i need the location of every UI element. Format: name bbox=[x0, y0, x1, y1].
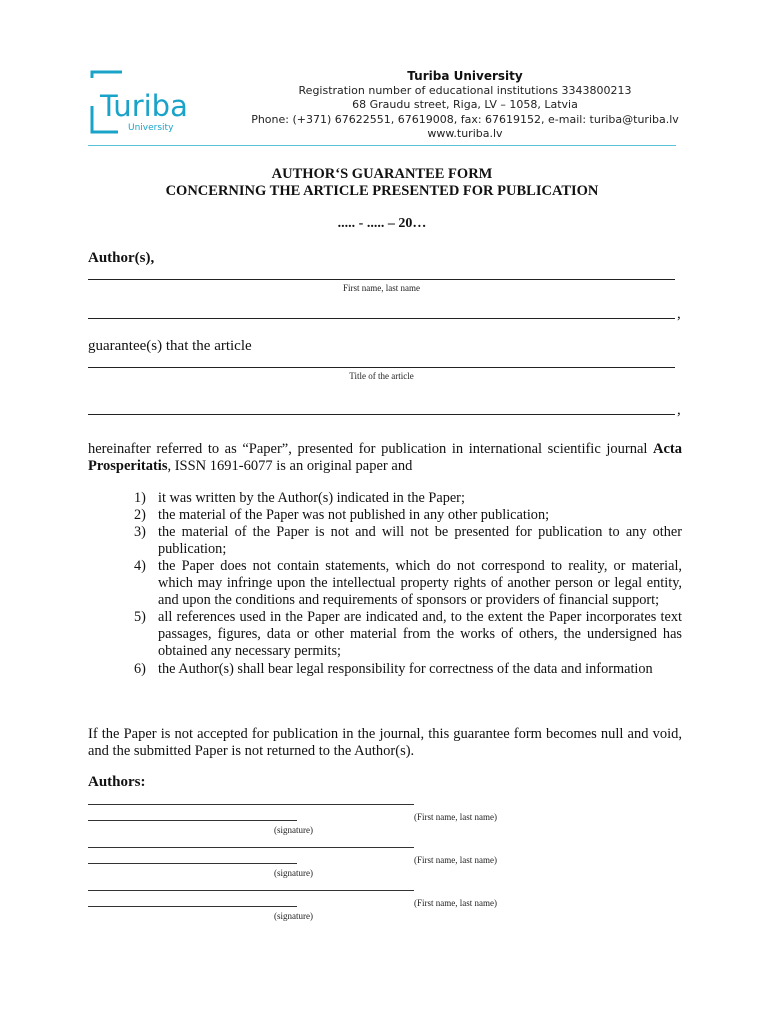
condition-number: 1) bbox=[134, 490, 146, 506]
null-clause-paragraph: If the Paper is not accepted for publication in the journal, this guarantee form becomes null and void, and the submitted Paper is not returned to the Author(s). bbox=[88, 726, 682, 759]
form-title: AUTHOR‘S GUARANTEE FORM bbox=[271, 166, 493, 182]
article-title-caption: Title of the article bbox=[349, 371, 414, 381]
condition-number: 2) bbox=[134, 507, 146, 523]
signature-caption: (signature) bbox=[274, 868, 313, 878]
turiba-logo bbox=[88, 70, 216, 134]
author-name-field[interactable] bbox=[88, 804, 414, 805]
statement-text-after: , ISSN 1691-6077 is an original paper and bbox=[167, 458, 413, 474]
author-line-comma: , bbox=[677, 306, 681, 322]
form-subtitle: CONCERNING THE ARTICLE PRESENTED FOR PUBLICATION bbox=[165, 183, 599, 199]
signature-field[interactable] bbox=[88, 863, 297, 864]
article-title-line[interactable] bbox=[88, 367, 675, 368]
org-contacts: Phone: (+371) 67622551, 67619008, fax: 67619152, e-mail: turiba@turiba.lv bbox=[251, 112, 679, 126]
signature-field[interactable] bbox=[88, 820, 297, 821]
list-item bbox=[88, 660, 682, 679]
journal-name: Acta Prosperitatis bbox=[88, 441, 682, 474]
list-item bbox=[88, 524, 682, 558]
author-name-line-2[interactable] bbox=[88, 318, 675, 319]
author-name-field[interactable] bbox=[88, 847, 414, 848]
list-item bbox=[88, 490, 682, 507]
author-name-field[interactable] bbox=[88, 890, 414, 891]
statement-paragraph bbox=[88, 441, 682, 475]
org-address: 68 Graudu street, Riga, LV – 1058, Latvia bbox=[352, 98, 578, 111]
list-item bbox=[88, 558, 682, 609]
authors-heading: Author(s), bbox=[88, 250, 155, 266]
logo-wordmark: Turiba bbox=[100, 89, 188, 123]
condition-number: 4) bbox=[134, 558, 146, 574]
org-registration: Registration number of educational institutions 3343800213 bbox=[298, 83, 632, 97]
logo-subtext: University bbox=[128, 123, 174, 133]
condition-text: it was written by the Author(s) indicated in the Paper; bbox=[158, 490, 465, 506]
organization-details bbox=[250, 69, 680, 142]
signature-field[interactable] bbox=[88, 906, 297, 907]
article-line-comma: , bbox=[677, 402, 681, 418]
org-website[interactable]: www.turiba.lv bbox=[427, 127, 503, 140]
author-name-line[interactable] bbox=[88, 279, 675, 280]
condition-text: the Author(s) shall bear legal responsibility for correctness of the data and information bbox=[158, 661, 653, 677]
signature-caption: (signature) bbox=[274, 911, 313, 921]
condition-text: the material of the Paper was not published in any other publication; bbox=[158, 507, 550, 523]
org-name: Turiba University bbox=[407, 69, 523, 83]
article-title-line-2[interactable] bbox=[88, 414, 675, 415]
condition-text: all references used in the Paper are indicated and, to the extent the Paper incorporates text passages, figures, data or other material from the works of others, the undersigned has obtained any necessary permits; bbox=[158, 609, 682, 659]
signature-caption: (signature) bbox=[274, 825, 313, 835]
condition-number: 6) bbox=[134, 661, 146, 677]
guarantee-intro: guarantee(s) that the article bbox=[88, 338, 252, 354]
signature-name-caption: (First name, last name) bbox=[414, 812, 497, 822]
signatures-heading: Authors: bbox=[88, 774, 146, 790]
author-name-caption: First name, last name bbox=[343, 283, 420, 293]
signature-name-caption: (First name, last name) bbox=[414, 898, 497, 908]
conditions-list bbox=[88, 490, 682, 679]
signature-name-caption: (First name, last name) bbox=[414, 855, 497, 865]
condition-text: the material of the Paper is not and will not be presented for publication to any other publication; bbox=[158, 524, 682, 557]
list-item bbox=[88, 507, 682, 524]
date-placeholder: ..... - ..... – 20… bbox=[337, 216, 427, 231]
list-item bbox=[88, 609, 682, 660]
condition-text: the Paper does not contain statements, which do not correspond to reality, or material, which may infringe upon the intellectual property rights of another person or legal entity, and upon the conditions and requirements of sponsors or providers of financial support; bbox=[158, 558, 682, 608]
condition-number: 3) bbox=[134, 524, 146, 540]
header-divider bbox=[88, 145, 676, 146]
statement-text-before: hereinafter referred to as “Paper”, presented for publication in international scientific journal bbox=[88, 441, 653, 457]
condition-number: 5) bbox=[134, 609, 146, 625]
